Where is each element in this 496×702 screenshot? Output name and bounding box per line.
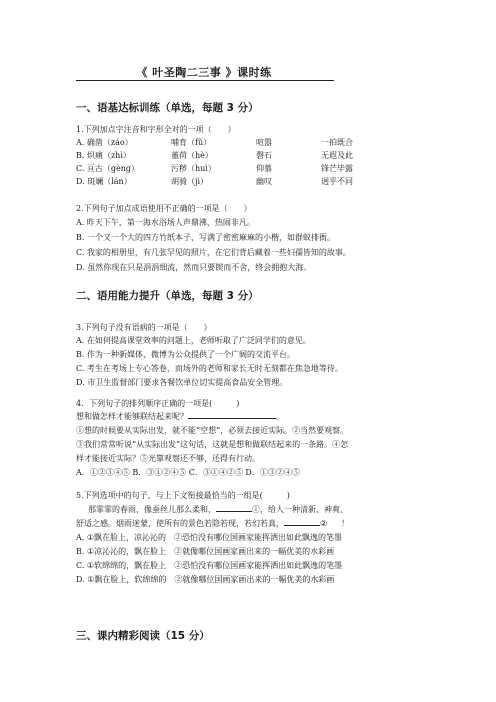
question-2-option-b: B. 一个又一个大的四方竹纸本子，写满了密密麻麻的小楷，如群蚁排衙。 bbox=[76, 233, 335, 242]
question-5-option-a: A. ①飘在脸上，凉沁沁的 ②恐怕没有哪位国画家能挥洒出如此飘逸的笔墨 bbox=[76, 533, 343, 542]
answer-blank-1[interactable] bbox=[216, 511, 252, 512]
question-3-option-b: B. 作为一种新媒体，微博为公众提供了一个广阔的交流平台。 bbox=[76, 350, 295, 359]
option-cell: C. 亘古（gèng） bbox=[76, 164, 140, 173]
question-2-option-c: C. 我家的相册里，有几张罕见的照片，在它们背后藏着一些妇孺皆知的故事。 bbox=[76, 248, 351, 257]
option-cell: 迥乎不同 bbox=[321, 177, 353, 186]
question-2-option-d: D. 虽然你现在只是涓涓细流，然而只要锲而不舍，终会拥抱大海。 bbox=[76, 263, 312, 272]
question-4-body-line-2: ③我们常常听说“从实际出发”这句话，这就是想和做联结起来的一条路。④怎 bbox=[76, 440, 349, 449]
question-4-body-line-1: ①想的时候要从实际出发，就不能“空想”，必须去接近实际。②当然要观察。 bbox=[76, 426, 349, 435]
option-cell: 污秽（huì） bbox=[171, 164, 216, 173]
option-cell: 胡骑（jì） bbox=[171, 177, 209, 186]
question-4-lead-line bbox=[76, 411, 284, 423]
option-cell: B. 炽痛（zhì） bbox=[76, 151, 131, 160]
question-5-option-d: D. ①飘在脸上，软绵绵的 ②就像哪位国画家画出来的一幅优美的水彩画 bbox=[76, 575, 335, 584]
option-cell: 锋芒毕露 bbox=[321, 164, 353, 173]
option-cell: 磬石 bbox=[256, 151, 272, 160]
passage-text: ，给人一种清新、神爽、 bbox=[260, 505, 348, 514]
page-title: 《 叶圣陶二三事 》课时练 bbox=[136, 66, 272, 79]
option-cell: 董荷（hè） bbox=[171, 151, 213, 160]
question-5-passage-line-1 bbox=[88, 504, 348, 516]
title-underline bbox=[76, 80, 334, 81]
answer-blank-2[interactable] bbox=[284, 525, 320, 526]
question-2-stem: 2.下列句子加点成语使用不正确的一项是（ ） bbox=[76, 204, 252, 213]
question-3-option-c: C. 考生在考场上专心答卷，而场外的老师和家长无时无刻都在焦急地等待。 bbox=[76, 364, 343, 373]
question-5-passage-line-2 bbox=[76, 518, 349, 530]
section-heading-3: 三、课内精彩阅读（15 分） bbox=[76, 630, 210, 642]
option-cell: A. 确凿（záo） bbox=[76, 138, 133, 147]
question-3-option-d: D. 市卫生监督部门要求各餐饮单位切实提高食品安全管理。 bbox=[76, 378, 288, 387]
question-3-option-a: A. 在如何提高课堂效率的问题上，老师听取了广泛同学们的意见。 bbox=[76, 336, 311, 345]
question-4-options: A．①②③④⑤ B．③①②④⑤ C．③①④②⑤ D．①③②④⑤ bbox=[76, 468, 300, 477]
option-cell: 无遐及此 bbox=[321, 151, 353, 160]
passage-text: 那霏霏的春雨，像蚕丝儿那么柔和， bbox=[88, 505, 216, 514]
section-heading-2: 二、语用能力提升（单选，每题 3 分） bbox=[76, 290, 259, 302]
question-4-body-line-3: 样才能接近实际？⑤光靠观察还不够，还得有行动。 bbox=[76, 454, 260, 463]
section-heading-1: 一、语基达标训练（单选，每题 3 分） bbox=[76, 102, 259, 114]
option-cell: 喧嚣 bbox=[256, 138, 272, 147]
question-5-stem: 5.下列选项中的句子，与上下文衔接最恰当的一组是( ) bbox=[76, 491, 290, 500]
option-cell: 哺育（fǔ） bbox=[171, 138, 212, 147]
option-cell: 幽叹 bbox=[256, 177, 272, 186]
option-cell: D. 斑斓（lán） bbox=[76, 177, 132, 186]
answer-blank[interactable] bbox=[188, 418, 276, 419]
question-3-stem: 3.下列句子没有语病的一项是（ ） bbox=[76, 323, 212, 332]
passage-text: ！ bbox=[341, 519, 350, 528]
passage-text: 舒适之感。烟雨迷蒙，使所有的景色若隐若现，若幻若真， bbox=[76, 519, 284, 528]
option-cell: 仰慕 bbox=[256, 164, 272, 173]
question-4-period: 。 bbox=[276, 412, 284, 421]
question-1-stem: 1.下列加点字注音和字形全对的一项（ ） bbox=[76, 125, 236, 134]
question-2-option-a: A. 昨天下午，第一海水浴场人声鼎沸，热闹非凡。 bbox=[76, 218, 255, 227]
question-5-option-b: B. ①凉沁沁的，飘在脸上 ②就像哪位国画家画出来的一幅优美的水彩画 bbox=[76, 547, 335, 556]
blank-label-1: ① bbox=[252, 505, 260, 514]
question-4-stem: 4．下列句子的排列顺序正确的一项是( ) bbox=[76, 399, 240, 408]
blank-label-2: ② bbox=[320, 519, 328, 528]
question-4-lead: 想和做怎样才能够联结起来呢？ bbox=[76, 412, 188, 421]
question-5-option-c: C. ①软绵绵的，飘在脸上 ②恐怕没有哪位国画家能挥洒出如此飘逸的笔墨 bbox=[76, 561, 343, 570]
option-cell: 一拍既合 bbox=[321, 138, 353, 147]
